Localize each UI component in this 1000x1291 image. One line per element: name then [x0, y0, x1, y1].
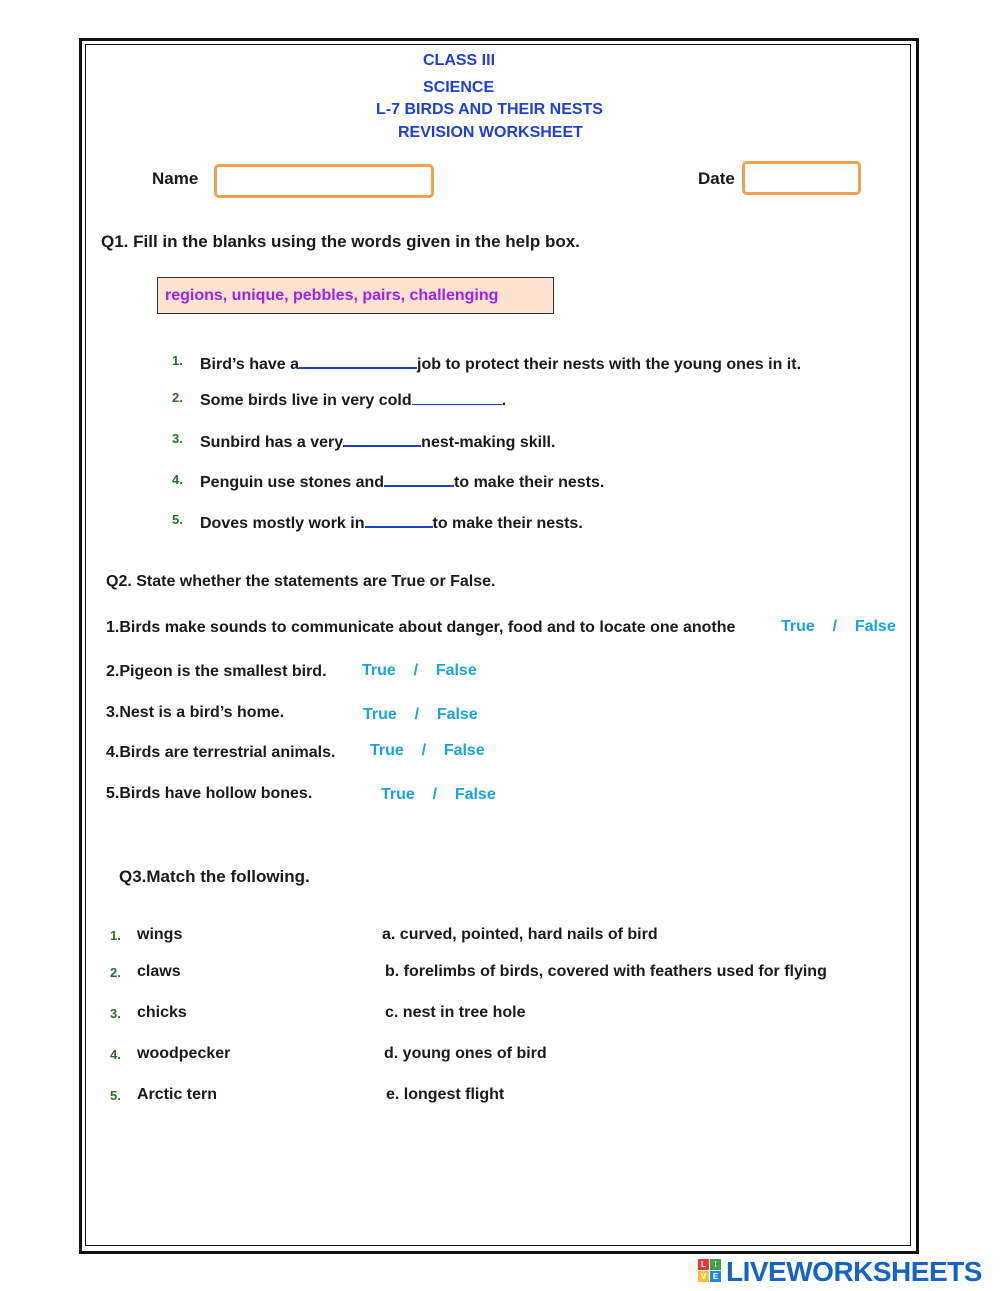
- q1-item-2-text: [200, 388, 506, 410]
- q1-item-3: [172, 430, 183, 448]
- q1-item-text-before: Some birds live in very cold: [200, 392, 412, 409]
- logo-tile-i: I: [710, 1259, 721, 1270]
- true-option[interactable]: True: [381, 786, 415, 803]
- true-option[interactable]: True: [370, 742, 404, 759]
- false-option[interactable]: False: [443, 742, 485, 759]
- q2-choice-3: [363, 706, 478, 724]
- q3-item-number: 2.: [110, 965, 121, 980]
- logo-tile-l: L: [698, 1259, 709, 1270]
- q3-right-e[interactable]: e. longest flight: [386, 1086, 505, 1103]
- q2-statement-3: 3.Nest is a bird’s home.: [106, 704, 285, 721]
- slash: /: [421, 742, 427, 759]
- q2-statement-5: 5.Birds have hollow bones.: [106, 785, 313, 802]
- q1-item-text-before: Penguin use stones and: [200, 474, 385, 491]
- q1-item-number: 3.: [172, 431, 183, 446]
- q3-left-4[interactable]: woodpecker: [137, 1045, 231, 1062]
- q3-left-1[interactable]: wings: [137, 926, 183, 943]
- q3-left-3[interactable]: chicks: [137, 1004, 187, 1021]
- logo-tile-e: E: [710, 1271, 721, 1282]
- false-option[interactable]: False: [854, 618, 896, 635]
- q1-item-text-before: Sunbird has a very: [200, 434, 344, 451]
- logo-text: LIVEWORKSHEETS: [726, 1256, 982, 1287]
- q1-item-number: 4.: [172, 472, 183, 487]
- q2-statement-2: 2.Pigeon is the smallest bird.: [106, 663, 327, 680]
- lesson-heading: L-7 BIRDS AND THEIR NESTS: [376, 101, 603, 118]
- subject-heading: SCIENCE: [423, 79, 495, 96]
- logo-grid-icon: [698, 1259, 722, 1283]
- q1-item-4-text: [200, 469, 604, 492]
- q3-item-number: 4.: [110, 1047, 121, 1062]
- q2-statement-4: 4.Birds are terrestrial animals.: [106, 744, 336, 761]
- q1-item-text-before: Bird’s have a: [200, 356, 300, 373]
- q1-item-1-text: [200, 351, 801, 374]
- q3-right-b[interactable]: b. forelimbs of birds, covered with feathers used for flying: [385, 963, 827, 980]
- q2-choice-2: [362, 662, 477, 680]
- slash: /: [832, 618, 838, 635]
- q3-item-number: 5.: [110, 1088, 121, 1103]
- date-label: Date: [698, 169, 735, 188]
- slash: /: [432, 786, 438, 803]
- name-label: Name: [152, 169, 199, 188]
- name-input[interactable]: [214, 164, 434, 198]
- worksheet-type-heading: REVISION WORKSHEET: [398, 124, 583, 141]
- help-box-words: regions, unique, pebbles, pairs, challenging: [165, 287, 499, 304]
- class-heading: CLASS III: [423, 52, 496, 69]
- q3-title: Q3.Match the following.: [119, 867, 310, 886]
- q1-item-5-text: [200, 510, 583, 533]
- q2-choice-5: [381, 786, 496, 804]
- q2-choice-1: [779, 618, 896, 636]
- slash: /: [414, 706, 420, 723]
- q3-right-a[interactable]: a. curved, pointed, hard nails of bird: [382, 926, 658, 943]
- q1-item-text-after: to make their nests.: [454, 474, 605, 491]
- q1-item-number: 5.: [172, 512, 183, 527]
- true-option[interactable]: True: [362, 662, 396, 679]
- q1-item-number: 1.: [172, 353, 183, 368]
- q1-item-text-after: nest-making skill.: [421, 434, 556, 451]
- false-option[interactable]: False: [436, 706, 478, 723]
- q2-choice-4: [370, 742, 485, 760]
- q1-item-text-after: to make their nests.: [432, 515, 583, 532]
- slash: /: [413, 662, 419, 679]
- q1-title: Q1. Fill in the blanks using the words given in the help box.: [101, 232, 580, 251]
- q2-statement-1: 1.Birds make sounds to communicate about danger, food and to locate one anothe: [106, 619, 736, 636]
- q2-title: Q2. State whether the statements are True or False.: [106, 573, 496, 590]
- page-border-inner: [85, 44, 911, 1246]
- date-input[interactable]: [742, 161, 861, 195]
- q1-item-2: [172, 389, 183, 407]
- false-option[interactable]: False: [454, 786, 496, 803]
- q1-item-5: [172, 511, 183, 529]
- false-option[interactable]: False: [435, 662, 477, 679]
- q3-left-5[interactable]: Arctic tern: [137, 1086, 218, 1103]
- true-option[interactable]: True: [781, 618, 815, 635]
- help-box: [157, 277, 554, 314]
- q1-item-text-after: job to protect their nests with the young ones in it.: [417, 356, 802, 373]
- logo-tile-v: V: [698, 1271, 709, 1282]
- blank-2[interactable]: [412, 388, 502, 405]
- q1-item-text-after: .: [501, 392, 507, 409]
- blank-5[interactable]: [365, 510, 433, 528]
- true-option[interactable]: True: [363, 706, 397, 723]
- blank-3[interactable]: [343, 429, 421, 447]
- q1-item-text-before: Doves mostly work in: [200, 515, 365, 532]
- q1-item-1: [172, 352, 183, 370]
- q1-item-number: 2.: [172, 390, 183, 405]
- q3-right-d[interactable]: d. young ones of bird: [384, 1045, 547, 1062]
- q3-right-c[interactable]: c. nest in tree hole: [385, 1004, 526, 1021]
- q3-item-number: 3.: [110, 1006, 121, 1021]
- q1-item-3-text: [200, 429, 555, 452]
- blank-4[interactable]: [384, 469, 454, 487]
- q3-item-number: 1.: [110, 928, 121, 943]
- q1-item-4: [172, 471, 183, 489]
- blank-1[interactable]: [299, 351, 417, 369]
- q3-left-2[interactable]: claws: [137, 963, 181, 980]
